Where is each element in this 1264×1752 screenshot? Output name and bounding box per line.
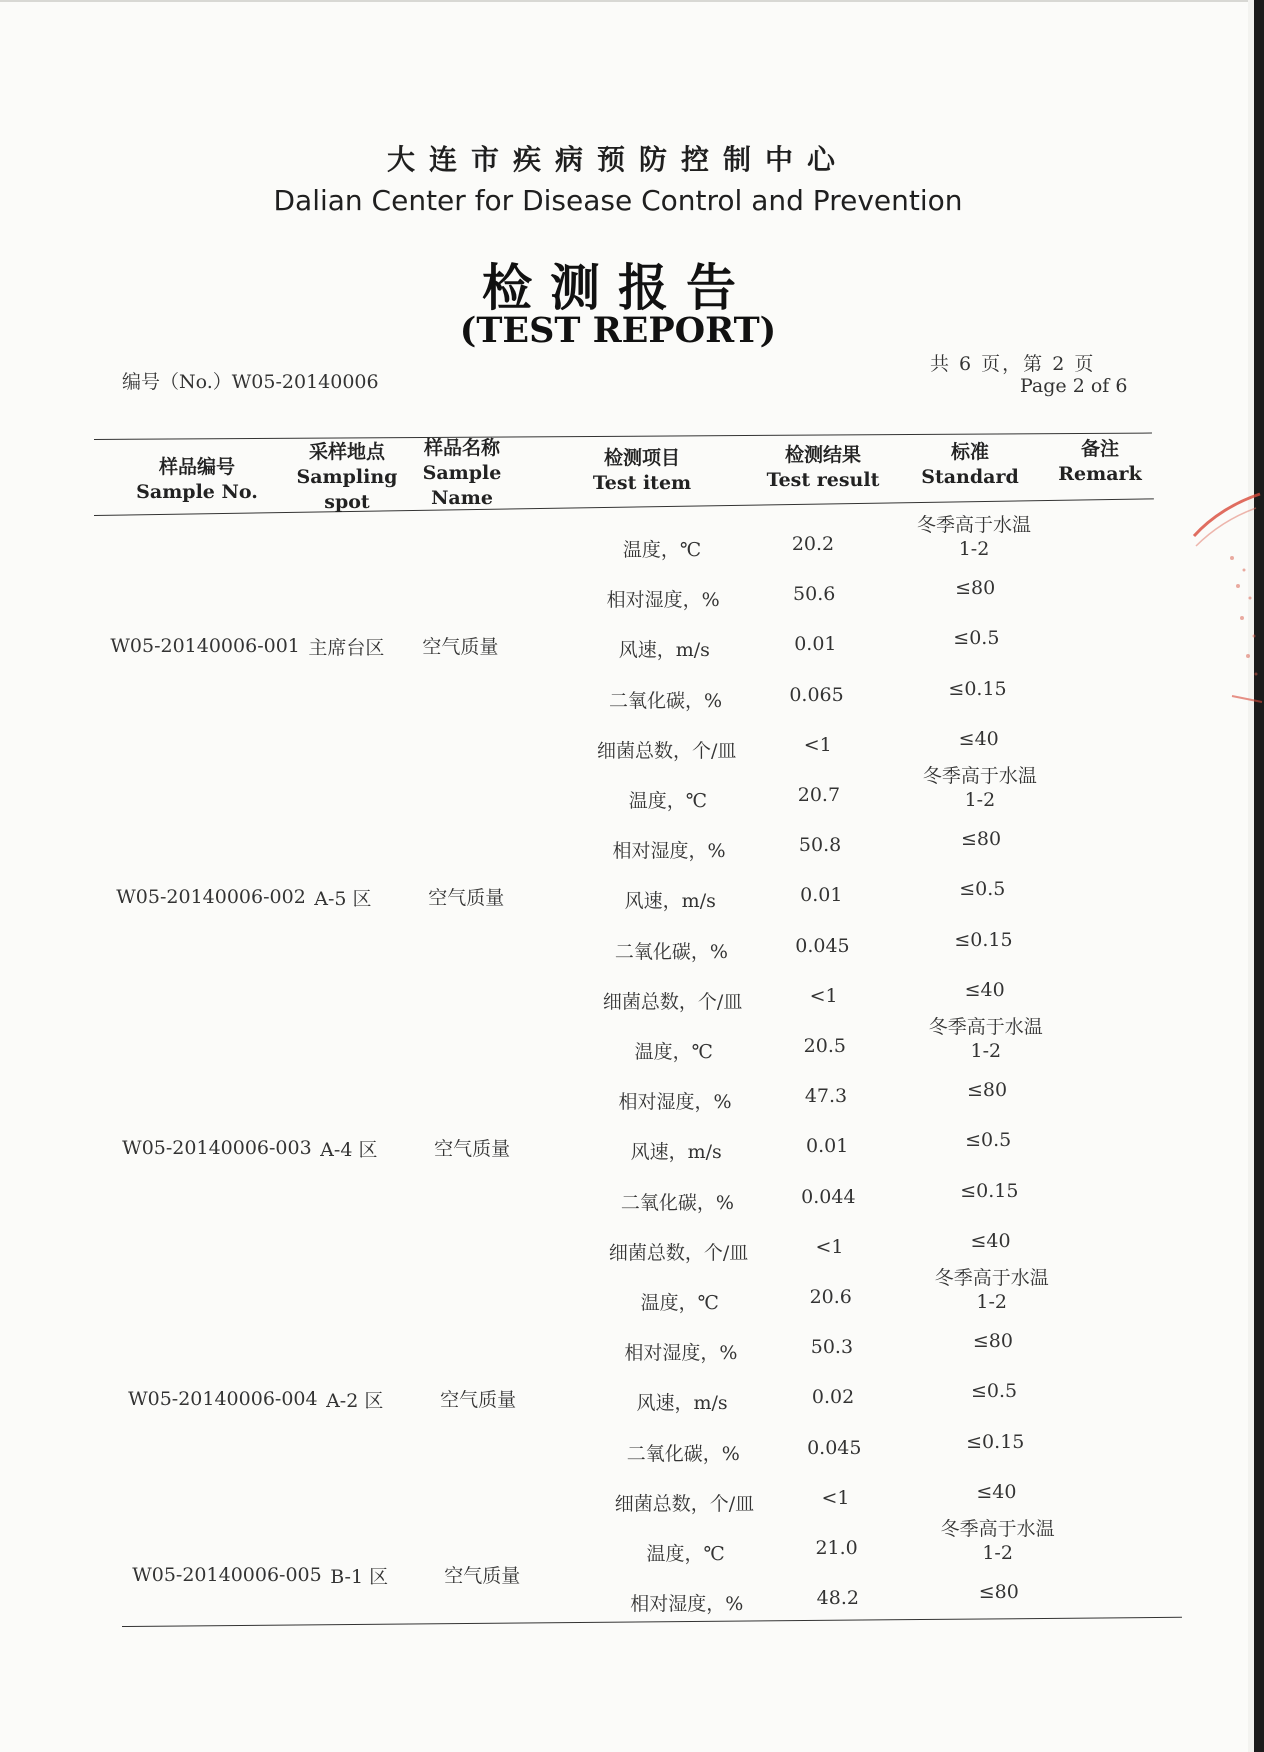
col-header-sample-name: 样品名称 Sample Name <box>422 437 502 509</box>
org-name-cn: 大连市疾病预防控制中心 <box>386 143 849 176</box>
test-item: 温度，℃ <box>628 790 708 812</box>
sample-number: W05-20140006-001 <box>110 635 300 658</box>
test-result: 0.01 <box>806 1135 849 1158</box>
standard-value: ≤80 <box>972 1330 1013 1353</box>
standard-value: 冬季高于水温 1-2 <box>940 1518 1055 1564</box>
sample-name: 空气质量 <box>428 887 505 910</box>
test-result: <1 <box>815 1235 844 1258</box>
standard-value: ≤0.15 <box>948 677 1007 700</box>
standard-value: ≤40 <box>970 1229 1011 1252</box>
sampling-spot: 主席台区 <box>308 637 385 660</box>
sample-number: W05-20140006-005 <box>132 1564 322 1587</box>
test-result: 0.045 <box>795 934 850 957</box>
scan-right-edge <box>1254 0 1264 1752</box>
test-result: <1 <box>821 1486 850 1509</box>
test-result: 0.044 <box>801 1185 856 1208</box>
standard-value: ≤80 <box>966 1079 1008 1102</box>
test-item: 风速，m/s <box>618 639 710 662</box>
test-result: 0.045 <box>807 1436 862 1459</box>
standard-value: ≤0.5 <box>953 627 1000 650</box>
sample-number: W05-20140006-004 <box>128 1388 318 1411</box>
test-item: 温度，℃ <box>646 1543 725 1565</box>
standard-value: 冬季高于水温 1-2 <box>928 1016 1043 1062</box>
report-number: 编号（No.）W05-20140006 <box>122 371 379 393</box>
test-item: 温度，℃ <box>634 1041 713 1063</box>
test-result: <1 <box>809 984 838 1007</box>
sampling-spot: A-5 区 <box>314 888 372 911</box>
scan-top-edge <box>0 0 1264 2</box>
page-indicator-en: Page 2 of 6 <box>1020 375 1128 397</box>
report-title-en: (TEST REPORT) <box>459 310 777 351</box>
sampling-spot: A-2 区 <box>326 1390 384 1413</box>
standard-value: ≤80 <box>955 577 996 600</box>
sample-number: W05-20140006-002 <box>116 886 306 909</box>
sampling-spot: A-4 区 <box>320 1139 378 1162</box>
report-title-cn: 检测报告 <box>482 258 754 317</box>
test-result: 20.5 <box>803 1035 846 1057</box>
test-item: 细菌总数，个/皿 <box>597 739 737 762</box>
standard-value: ≤0.15 <box>960 1179 1019 1202</box>
col-header-sample-no: 样品编号 Sample No. <box>136 456 258 503</box>
page-indicator-cn: 共 6 页，第 2 页 <box>930 353 1096 375</box>
test-item: 相对湿度，% <box>624 1342 738 1365</box>
test-item: 二氧化碳，% <box>614 940 728 963</box>
col-header-test-item: 检测项目 Test item <box>592 447 692 494</box>
test-item: 相对湿度，% <box>606 589 720 612</box>
standard-value: ≤0.5 <box>965 1129 1012 1152</box>
standard-value: ≤0.15 <box>966 1430 1025 1453</box>
test-result: <1 <box>803 733 832 756</box>
test-result: 0.02 <box>811 1386 855 1409</box>
sample-name: 空气质量 <box>422 636 499 659</box>
test-item: 二氧化碳，% <box>626 1442 740 1465</box>
standard-value: ≤40 <box>958 727 999 750</box>
test-result: 21.0 <box>815 1537 858 1559</box>
test-item: 细菌总数，个/皿 <box>614 1492 755 1515</box>
col-header-test-result: 检测结果 Test result <box>766 444 880 491</box>
standard-value: 冬季高于水温 1-2 <box>916 514 1031 560</box>
table-bottom-rule <box>122 1617 1182 1627</box>
standard-value: 冬季高于水温 1-2 <box>934 1267 1049 1313</box>
test-result: 50.8 <box>798 834 842 857</box>
test-result: 0.01 <box>794 633 837 656</box>
test-result: 48.2 <box>816 1587 859 1610</box>
test-result: 47.3 <box>804 1085 848 1108</box>
test-item: 温度，℃ <box>622 539 702 561</box>
test-item: 风速，m/s <box>624 890 716 913</box>
test-result: 0.065 <box>789 683 844 706</box>
test-result: 20.7 <box>797 784 841 806</box>
sample-name: 空气质量 <box>444 1565 521 1588</box>
test-item: 相对湿度，% <box>618 1091 732 1114</box>
col-header-sampling-spot: 采样地点 Sampling spot <box>296 441 398 513</box>
standard-value: ≤0.15 <box>954 928 1013 951</box>
test-item: 风速，m/s <box>630 1141 722 1164</box>
test-item: 温度，℃ <box>640 1292 719 1314</box>
sample-name: 空气质量 <box>434 1138 511 1161</box>
standard-value: ≤40 <box>964 978 1005 1001</box>
col-header-remark: 备注 Remark <box>1058 438 1142 485</box>
test-item: 二氧化碳，% <box>609 689 723 712</box>
test-item: 风速，m/s <box>636 1392 728 1415</box>
sample-number: W05-20140006-003 <box>122 1137 312 1160</box>
sampling-spot: B-1 区 <box>330 1566 389 1589</box>
red-seal-stamp <box>1192 488 1264 708</box>
test-result: 20.2 <box>791 533 835 555</box>
standard-value: ≤40 <box>976 1480 1017 1503</box>
standard-value: ≤0.5 <box>959 878 1006 901</box>
standard-value: 冬季高于水温 1-2 <box>922 765 1037 811</box>
test-result: 50.6 <box>793 583 836 606</box>
standard-value: ≤0.5 <box>971 1380 1018 1403</box>
test-item: 相对湿度，% <box>612 840 726 863</box>
table-top-rule <box>94 433 1152 440</box>
test-result: 50.3 <box>810 1336 854 1359</box>
col-header-standard: 标准 Standard <box>921 441 1019 488</box>
standard-value: ≤80 <box>961 828 1002 851</box>
org-name-en: Dalian Center for Disease Control and Prevention <box>273 184 963 217</box>
standard-value: ≤80 <box>978 1581 1019 1604</box>
test-item: 细菌总数，个/皿 <box>602 990 743 1013</box>
sample-name: 空气质量 <box>440 1389 517 1412</box>
test-result: 0.01 <box>800 884 843 907</box>
test-item: 相对湿度，% <box>630 1593 744 1616</box>
test-item: 细菌总数，个/皿 <box>608 1241 749 1264</box>
test-item: 二氧化碳，% <box>620 1191 734 1214</box>
test-result: 20.6 <box>809 1286 852 1308</box>
